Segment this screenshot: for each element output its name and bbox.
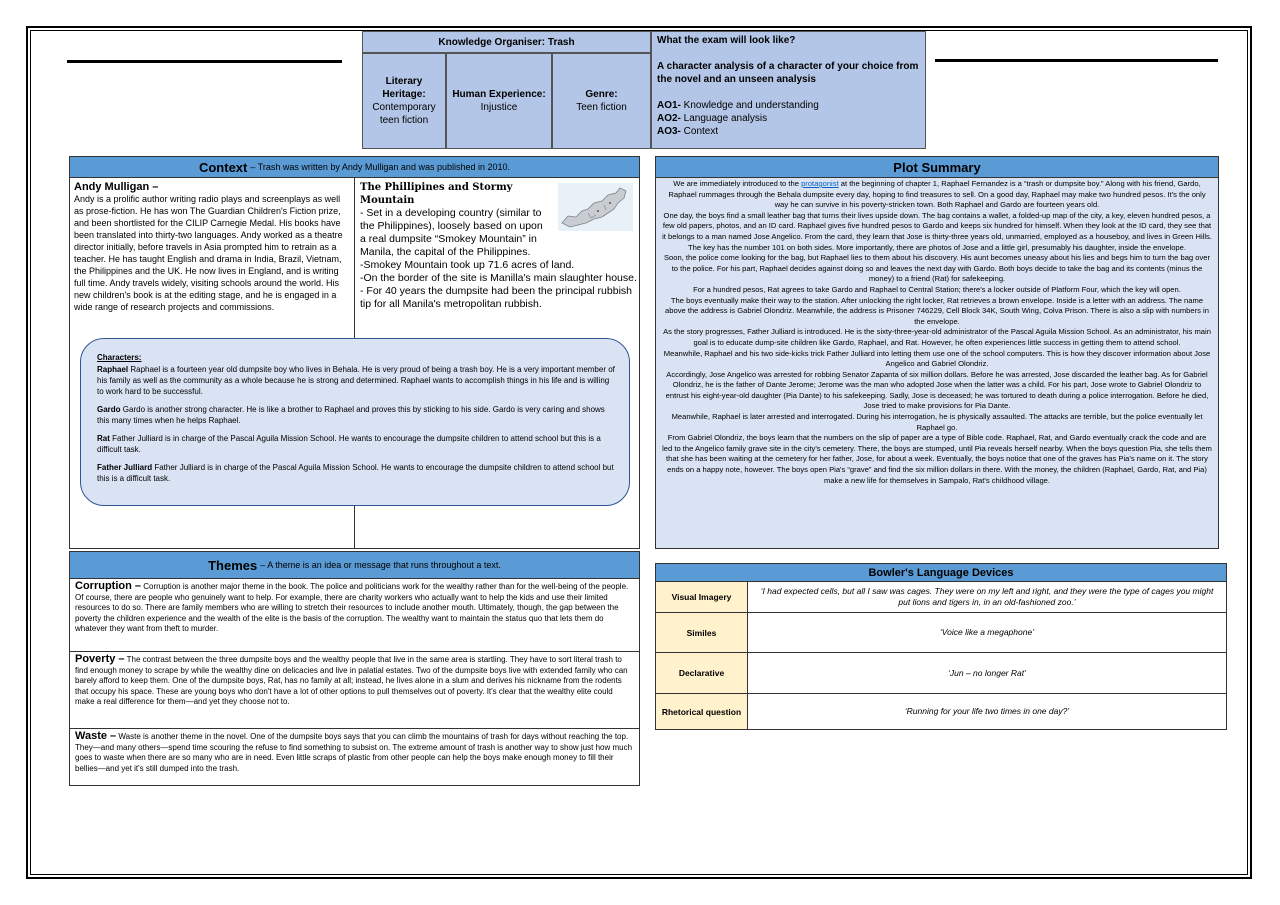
device-name: Similes — [656, 613, 748, 652]
themes-header — [69, 551, 640, 579]
header-cell-human — [446, 53, 552, 149]
map-image — [558, 183, 633, 231]
plot-paragraph: Accordingly, Jose Angelico was arrested for robbing Senator Zapanta of six million dollars. Before he was arrested, Jose discarded the leather bag. As for Gabriel Olondriz, he is the father of Dante Jerome; Jerome was the man who adopted Jose when the latter was a child. For his part, Jose wrote to Gabriel Olondriz to entrust his eight-year-old daughter (Pia Dante) to his safekeeping. Sadly, Jose is deceased; he was tortured to death during a police interrogation. Before he died, Jose tried to make provisions for Pia Dante. — [665, 369, 1209, 411]
header-cell-value: Contemporary teen fiction — [372, 102, 436, 126]
plot-paragraph: Soon, the police come looking for the bag, but Raphael lies to them about his discovery. His aunt becomes uneasy about his lies and begs him to turn the bag over to the police. For his part, Raphael decides against doing so and leaves the next day with Gardo. Both boys decide to take the bag and its contents (minus the money) to a friend (Rat) for safekeeping. — [663, 253, 1211, 284]
exam-box — [651, 31, 926, 149]
device-row — [655, 613, 1227, 653]
themes-title: Themes — [208, 557, 258, 573]
plot-paragraph: Meanwhile, Raphael is later arrested and interrogated. During his interrogation, he is physically assaulted. The attacks are terrible, but the police eventually let Raphael go. — [671, 412, 1203, 432]
plot-paragraph: Meanwhile, Raphael and his two side-kicks trick Father Julliard into letting them use one of the school computers. This is how they discover information about Jose Angelico and Gabriel Olondriz. — [663, 348, 1211, 369]
themes-subtitle: – A theme is an idea or message that runs throughout a text. — [260, 560, 501, 570]
philippines-point: - Set in a developing country (similar to the Philippines), loosely based on upon a real dumpsite “Smokey Mountain” in Manila, the capital of the Philippines. — [360, 207, 543, 258]
characters-heading: Characters: — [97, 353, 142, 362]
andy-mulligan-section — [74, 181, 350, 313]
plot-body — [655, 178, 1219, 549]
theme-poverty: Poverty – The contrast between the three dumpsite boys and the wealthy people that live in the same area is startling. They have to sort literal trash to find enough money to scrape by while the wealthy dine on delicacies and live in palatial estates. Two of the dumpsite boys live with extended family who can barely afford to keep them. One of the dumpsite boys, Rat, has no family at all; instead, he lives alone in a slum and derives his nickname from the rodents that occupy his space. These are young boys who don't have a lot of other options to pull themselves out of poverty. It's clear that the wealthy elite could make a real difference for them—and yet they choose not to. — [69, 652, 640, 729]
plot-paragraph: The boys eventually make their way to the station. After unlocking the right locker, Rat retrieves a brown envelope. Inside is a letter with an address. The name above the address is Gabriel Olondriz. Meanwhile, the address is Prisoner 746229, Cell Block 34K, South Wing, Colva Prison. There is also a slip with numbers in the envelope. — [665, 295, 1209, 326]
device-example: ‘Running for your life two times in one day?’ — [904, 706, 1070, 716]
header-cell-genre — [552, 53, 651, 149]
language-devices-header: Bowler's Language Devices — [655, 563, 1227, 582]
exam-objective: AO2- Language analysis — [657, 113, 768, 124]
plot-paragraph: For a hundred pesos, Rat agrees to take Gardo and Raphael to Central Station; there's a locker outside of Platform Four, which the key will open. — [693, 284, 1181, 294]
organiser-title: Knowledge Organiser: Trash — [362, 31, 651, 53]
philippines-heading: The Phillipines and Stormy Mountain — [360, 182, 513, 206]
exam-description: A character analysis of a character of your choice from the novel and an unseen analysis — [657, 61, 919, 85]
character-entry: Raphael Raphael is a fourteen year old dumpsite boy who lives in Behala. He is very proud of being a trash boy. He is a very important member of his family as well as the community as a whole because he is strong and determined. Raphael wants to accomplish things in his life and is willing to work hard to be successful. — [97, 365, 615, 396]
exam-objective: AO1- Knowledge and understanding — [657, 100, 819, 111]
device-example: ‘Voice like a megaphone’ — [939, 627, 1035, 637]
header-cell-label: Genre: — [585, 89, 618, 100]
characters-box — [80, 338, 630, 506]
device-example: ‘I had expected cells, but all I saw was cages. They were on my left and right, and they were the type of cages you might put lions and tigers in, in an old-fashioned zoo.’ — [760, 586, 1214, 607]
theme-corruption: Corruption – Corruption is another major theme in the book. The police and politicians work for the wealthy rather than for the well-being of the people. Of course, there are people who genuinely want to help. For example, there are charity workers who actually want to help the kids and use their limited resources to do so. There are family members who are willing to stretch their resources to include another mouth. Ultimately, though, the gap between the poverty the children experience and the wealth of the elite is the basis of the corruption. The wealthy want to maintain the status quo that lets them do whatever they want from theft to murder. — [69, 579, 640, 652]
header-cell-value: Injustice — [480, 102, 518, 113]
header-cell-literary — [362, 53, 446, 149]
device-example: ‘Jun – no longer Rat’ — [948, 667, 1026, 678]
plot-paragraph: From Gabriel Olondriz, the boys learn that the numbers on the slip of paper are a type of Bible code. Raphael, Rat, and Gardo eventually crack the code and are led to the Angelico family grave site in the city's cemetery. There, the boys are stumped, until Pia reveals herself nearby. When the boys question Pia, she tells them that she has been waiting at the cemetery for her father, Jose, for about a week. Eventually, the boys notice that one of the graves has Pia's name on it. The story ends on a happy note, however. The boys open Pia's “grave” and find the six million dollars in there. With the money, the children (Raphael, Gardo, Rat, and Pia) make a new life for themselves in Sampalo, Rat's childhood village. — [662, 433, 1212, 485]
top-right-rule — [935, 59, 1218, 62]
theme-waste: Waste – Waste is another theme in the novel. One of the dumpsite boys says that you can climb the mountains of trash for days without reaching the top. They—and many others—spend time scouring the refuse to find something to subsist on. The extreme amount of trash is another way to show just how much goes to waste when there are so many who are in need. Even little scraps of plastic from other people can help the boys make enough money to fill their bellies—and yet it's still dumped into the trash. — [69, 729, 640, 786]
device-name: Declarative — [656, 653, 748, 693]
character-entry: Gardo Gardo is another strong character. He is like a brother to Raphael and proves this by sticking to his side. Gardo is very caring and shows this many times when he helps Raphael. — [97, 405, 605, 425]
device-row — [655, 582, 1227, 613]
context-title: Context — [198, 159, 248, 175]
top-left-rule — [67, 60, 342, 63]
context-header — [69, 156, 640, 178]
philippines-point: -Smokey Mountain took up 71.6 acres of land. — [360, 259, 575, 271]
context-subtitle: – Trash was written by Andy Mulligan and was published in 2010. — [250, 162, 511, 172]
philippines-point: -On the border of the site is Manilla's main slaughter house. — [360, 272, 637, 284]
plot-header: Plot Summary — [655, 156, 1219, 178]
header-cell-label: Human Experience: — [452, 89, 546, 100]
andy-heading: Andy Mulligan – — [74, 181, 159, 193]
device-name: Visual Imagery — [656, 582, 748, 612]
device-name: Rhetorical question — [656, 694, 748, 729]
andy-text: Andy is a prolific author writing radio plays and screenplays as well as prose-fiction. He has won The Guardian Children's Fiction prize, and been shortlisted for the CILIP Carnegie Medal. His books have been translated into thirty-two languages. Andy worked as a theatre director initially, before travels in Asia prompted him to retrain as a teacher. He has taught English and drama in India, Brazil, Vietnam, the Philippines and the UK. He now lives in England, and is writing full time. Andy travels widely, visiting schools around the world. His new children's book is at the editing stage, and he is engaged in a wide range of research projects and commissions. — [74, 194, 343, 312]
plot-paragraph: As the story progresses, Father Julliard is introduced. He is the sixty-three-year-old administrator of the Pascal Aguila Mission School. As an administrator, his main goal is to educate dump-site children like Gardo, Raphael, and Rat. However, he often experiences little success in getting them to attend school. — [663, 327, 1211, 347]
header-cell-value: Teen fiction — [576, 102, 627, 113]
header-cell-label: Literary Heritage: — [382, 76, 426, 100]
exam-objective: AO3- Context — [657, 126, 719, 137]
character-entry: Rat Father Julliard is in charge of the Pascal Aguila Mission School. He wants to encourage the dumpsite children to attend school but this is a difficult task. — [97, 434, 601, 454]
plot-paragraph: We are immediately introduced to the protagonist at the beginning of chapter 1, Raphael Fernandez is a “trash or dumpsite boy.” Along with his friend, Gardo, Raphael rummages through the Behala dumpsite every day, hoping to find treasures to sell. On a good day, Raphael may make two hundred pesos. It's the only way he can survive in his poverty-stricken town. Both Raphael and Gardo are fourteen years old. — [668, 179, 1206, 210]
exam-heading: What the exam will look like? — [657, 35, 796, 46]
protagonist-link[interactable]: protagonist — [801, 179, 839, 188]
character-entry: Father Julliard Father Julliard is in charge of the Pascal Aguila Mission School. He wants to encourage the dumpsite children to attend school but this is a difficult task. — [97, 463, 614, 483]
device-row — [655, 694, 1227, 730]
philippines-point: - For 40 years the dumpsite had been the principal rubbish tip for all Manila's metropolitan rubbish. — [360, 285, 632, 310]
device-row — [655, 653, 1227, 694]
plot-paragraph: One day, the boys find a small leather bag that turns their lives upside down. The bag contains a wallet, a folded-up map of the city, a key, eleven hundred pesos, a few old papers, photos, and an ID card. Raphael gives five hundred pesos to Gardo and keeps six hundred for himself. When they look at the ID card, they see that it belongs to a man named Jose Angelico. From the card, they learn that Jose is thirty-three years old, unmarried, employed as a houseboy, and lives in Green Hills. The key has the number 101 on both sides. More importantly, there are photos of Jose and a little girl, presumably his daughter, inside the envelope. — [662, 210, 1212, 252]
